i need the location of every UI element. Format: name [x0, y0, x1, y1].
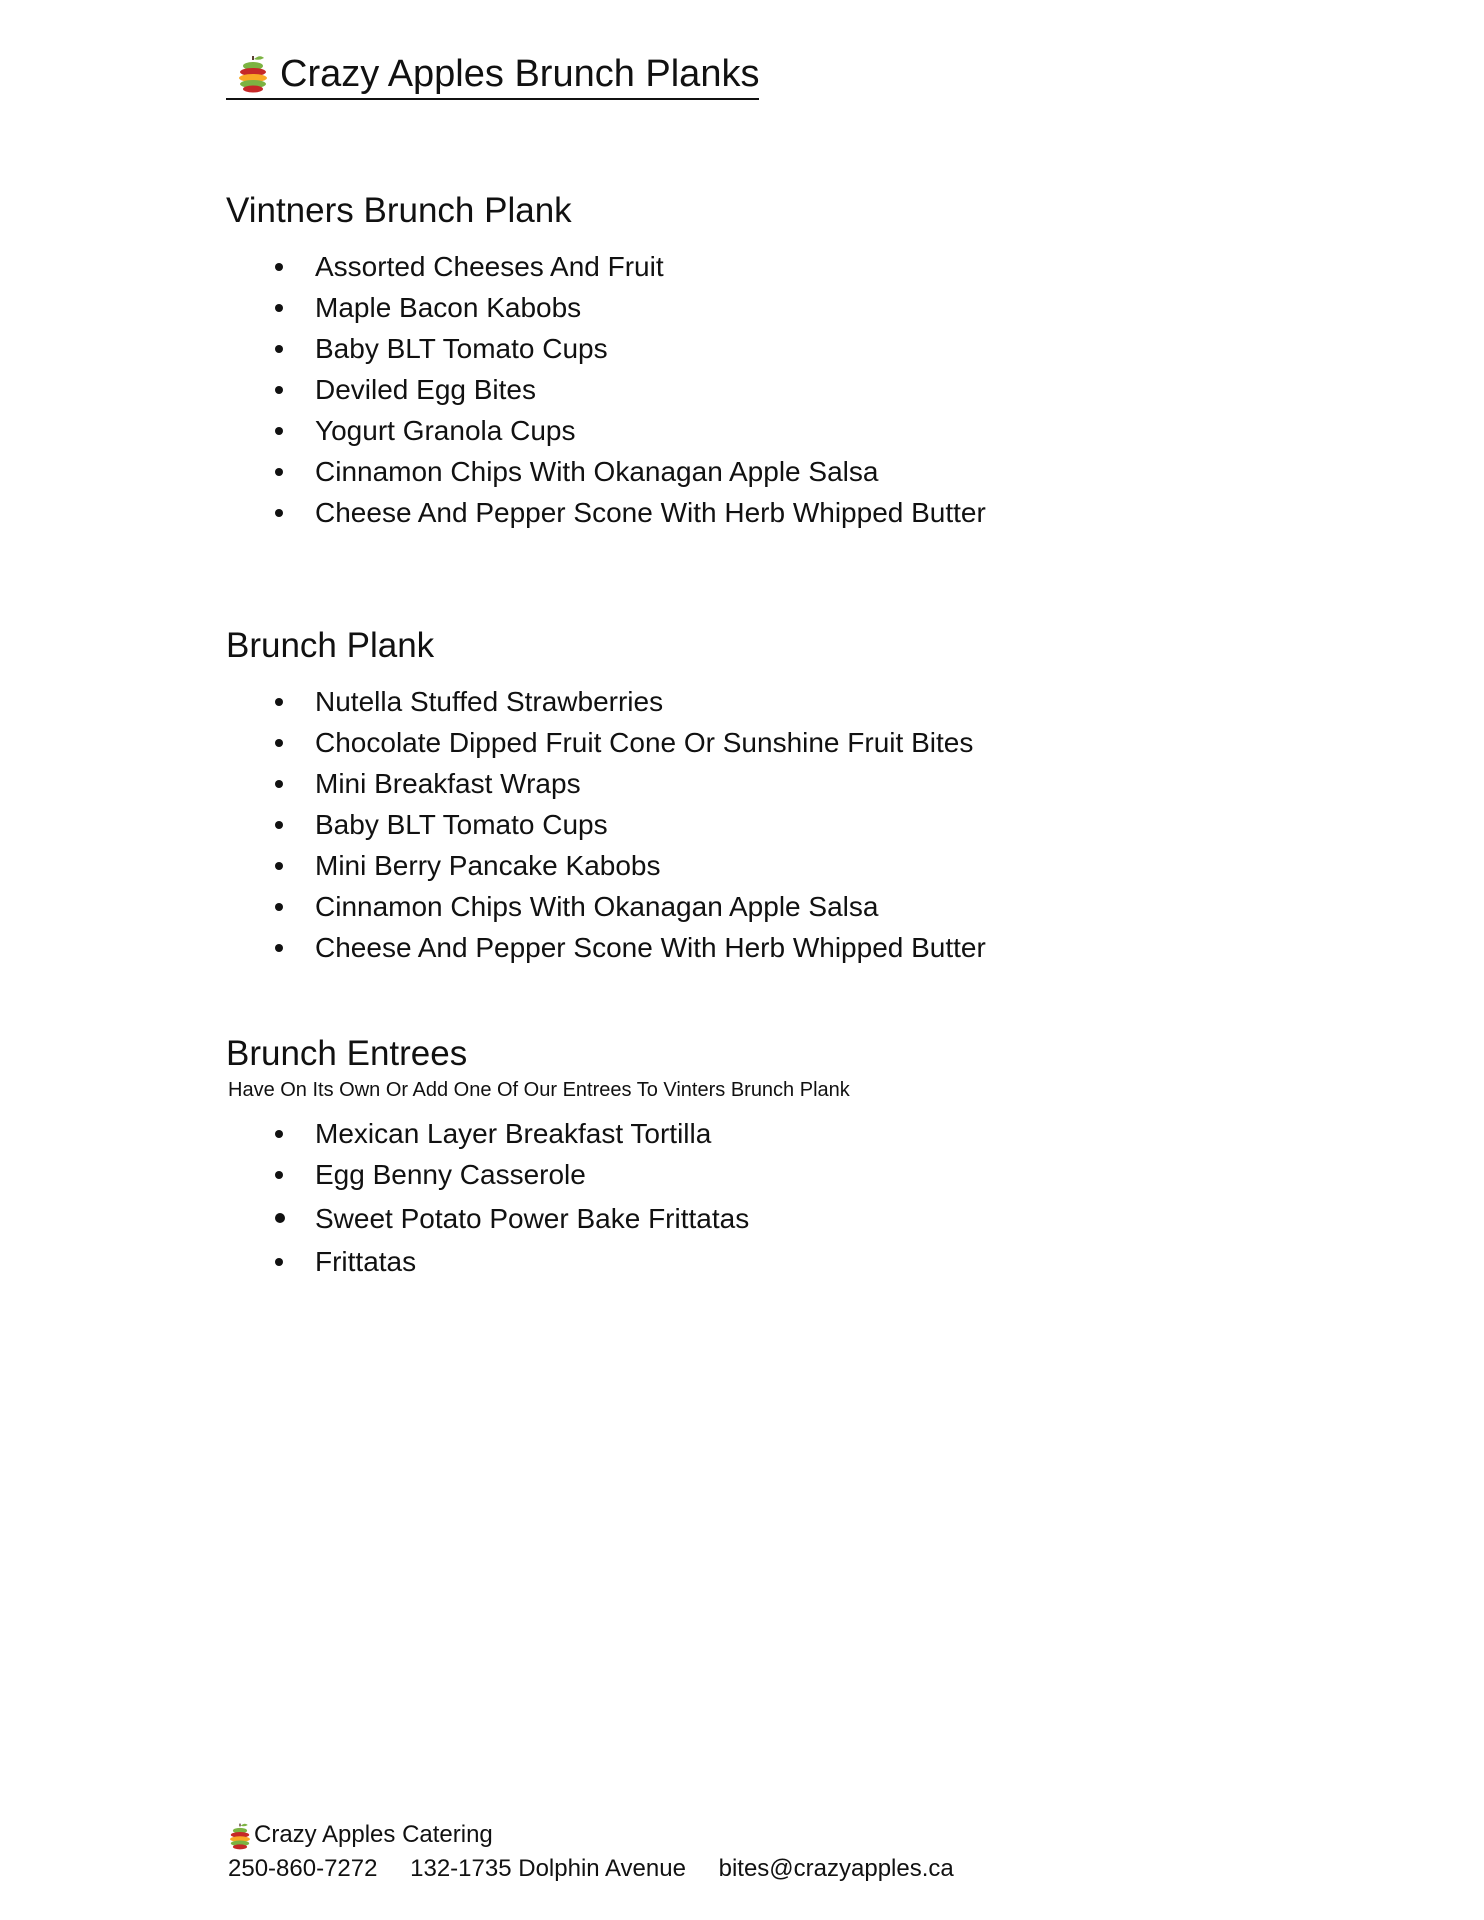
list-item: Yogurt Granola Cups — [226, 410, 986, 451]
footer-brand-row — [228, 1818, 980, 1852]
bullet-icon — [275, 263, 283, 271]
section-heading: Vintners Brunch Plank — [226, 191, 572, 230]
footer-address: 132-1735 Dolphin Avenue — [410, 1855, 686, 1882]
list-item: Cheese And Pepper Scone With Herb Whipped Butter — [226, 927, 986, 968]
list-item: Chocolate Dipped Fruit Cone Or Sunshine Fruit Bites — [226, 722, 986, 763]
section-vintners-brunch-plank — [226, 190, 986, 533]
footer-phone: 250-860-7272 — [228, 1855, 378, 1882]
bullet-icon — [275, 304, 283, 312]
list-item: Cinnamon Chips With Okanagan Apple Salsa — [226, 886, 986, 927]
item-list — [226, 246, 986, 533]
footer-email[interactable]: bites@crazyapples.ca — [718, 1855, 954, 1882]
list-item: Mexican Layer Breakfast Tortilla — [226, 1113, 850, 1154]
bullet-icon — [275, 1171, 283, 1179]
bullet-icon — [275, 821, 283, 829]
bullet-icon — [275, 698, 283, 706]
page-footer — [228, 1818, 980, 1886]
list-item: Baby BLT Tomato Cups — [226, 328, 986, 369]
list-item: Mini Breakfast Wraps — [226, 763, 986, 804]
list-item: Cheese And Pepper Scone With Herb Whipped Butter — [226, 492, 986, 533]
apple-stack-icon — [236, 54, 270, 96]
section-brunch-entrees — [226, 1033, 850, 1282]
footer-company-name: Crazy Apples Catering — [254, 1821, 493, 1848]
bullet-icon — [275, 862, 283, 870]
bullet-icon — [275, 903, 283, 911]
list-item: Baby BLT Tomato Cups — [226, 804, 986, 845]
list-item: Assorted Cheeses And Fruit — [226, 246, 986, 287]
item-list — [226, 1113, 850, 1282]
section-heading: Brunch Entrees — [226, 1034, 468, 1073]
apple-stack-icon — [228, 1822, 252, 1852]
section-brunch-plank — [226, 625, 986, 968]
list-item: Mini Berry Pancake Kabobs — [226, 845, 986, 886]
list-item: Sweet Potato Power Bake Frittatas — [226, 1198, 850, 1239]
bullet-icon — [275, 944, 283, 952]
bullet-icon — [275, 1130, 283, 1138]
bullet-icon — [275, 1213, 285, 1223]
list-item: Frittatas — [226, 1241, 850, 1282]
bullet-icon — [275, 1258, 283, 1266]
bullet-icon — [275, 780, 283, 788]
footer-contact — [228, 1852, 980, 1886]
bullet-icon — [275, 468, 283, 476]
list-item: Egg Benny Casserole — [226, 1154, 850, 1195]
list-item: Nutella Stuffed Strawberries — [226, 681, 986, 722]
bullet-icon — [275, 427, 283, 435]
item-list — [226, 681, 986, 968]
bullet-icon — [275, 386, 283, 394]
bullet-icon — [275, 345, 283, 353]
bullet-icon — [275, 509, 283, 517]
list-item: Deviled Egg Bites — [226, 369, 986, 410]
section-subtitle: Have On Its Own Or Add One Of Our Entrees To Vinters Brunch Plank — [228, 1079, 850, 1101]
list-item: Maple Bacon Kabobs — [226, 287, 986, 328]
section-heading: Brunch Plank — [226, 626, 435, 665]
list-item: Cinnamon Chips With Okanagan Apple Salsa — [226, 451, 986, 492]
document-title-row — [226, 52, 759, 100]
document-title: Crazy Apples Brunch Planks — [280, 53, 760, 95]
bullet-icon — [275, 739, 283, 747]
